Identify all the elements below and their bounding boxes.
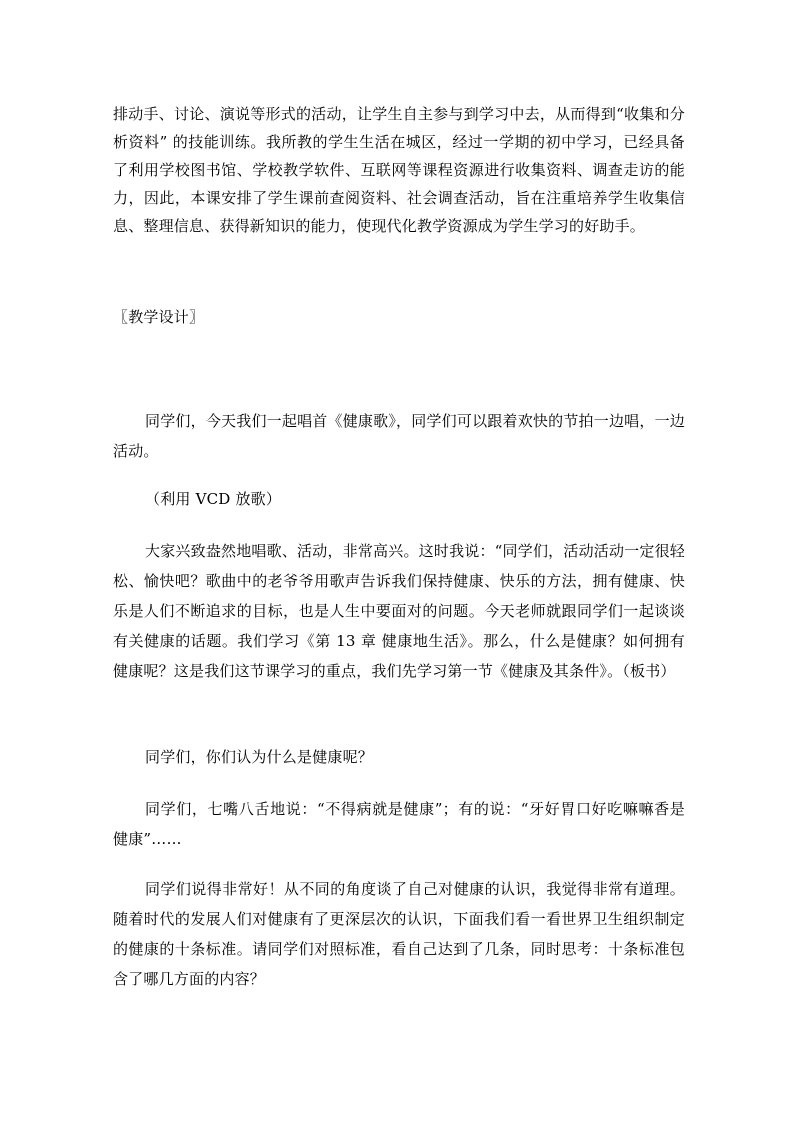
song-paragraph: 同学们，今天我们一起唱首《健康歌》，同学们可以跟着欢快的节拍一边唱，一边活动。 [113, 412, 685, 460]
lesson-intro-paragraph: 大家兴致盎然地唱歌、活动，非常高兴。这时我说：“同学们，活动活动一定很轻松、愉快吧？歌曲中的老爷爷用歌声告诉我们保持健康、快乐的方法，拥有健康、快乐是人们不断追求的目标，也是人生中要面对的问题。今天老师就跟同学们一起谈谈有关健康的话题。我们学习《第 13 章 健康地生活》。那么，什么是健康？如何拥有健康呢？这是我们这节课学习的重点，我们先学习第一节《健康及其条件》。（板书） [113, 542, 685, 680]
student-answers-paragraph: 同学们，七嘴八舌地说：“不得病就是健康”；有的说：“牙好胃口好吃嘛嘛香是健康”…… [113, 800, 685, 848]
standards-paragraph: 同学们说得非常好！从不同的角度谈了自己对健康的认识，我觉得非常有道理。随着时代的发展人们对健康有了更深层次的认识，下面我们看一看世界卫生组织制定的健康的十条标准。请同学们对照标准，看自己达到了几条，同时思考：十条标准包含了哪几方面的内容？ [113, 880, 685, 988]
vcd-note: （利用 VCD 放歌） [145, 490, 282, 508]
section-heading: 〖教学设计〗 [113, 308, 205, 326]
intro-paragraph: 排动手、讨论、演说等形式的活动，让学生自主参与到学习中去，从而得到“收集和分析资料” 的技能训练。我所教的学生生活在城区，经过一学期的初中学习，已经具备了利用学校图书馆、学校教学软件、互联网等课程资源进行收集资料、调查走访的能力，因此，本课安排了学生课前查阅资料、社会调查活动，旨在注重培养学生收集信息、整理信息、获得新知识的能力，使现代化教学资源成为学生学习的好助手。 [113, 105, 685, 235]
question-paragraph: 同学们，你们认为什么是健康呢？ [145, 748, 374, 766]
